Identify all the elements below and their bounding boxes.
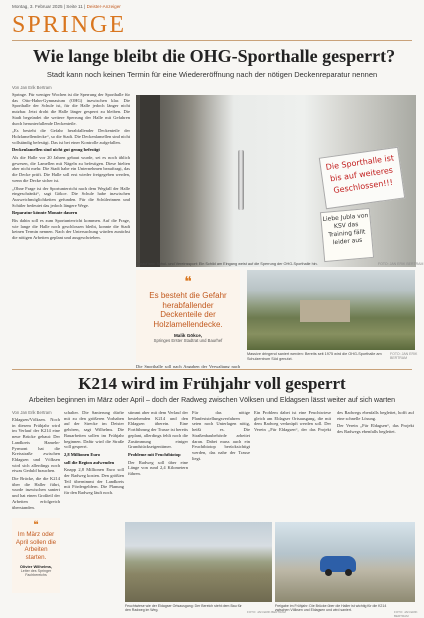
page-topline (12, 4, 121, 9)
article2-subhead: Probleme mit Feuchtbiotop (128, 451, 181, 457)
article2-paragraph: Der Radweg soll über eine Länge von rund 2,4 Kilometern führen. (128, 459, 188, 477)
page-date: Montag, 3. Februar 2025 | Seite 11 | (12, 4, 86, 9)
car-wheel (345, 569, 352, 576)
publication-name: Deister-Anzeiger (86, 4, 121, 9)
article1-subhead: Reparatur könnte Monate dauern (12, 210, 78, 216)
car-wheel (325, 569, 332, 576)
article2-paragraph: schalter. Die Sanierung dürfte mit zu den größeren Vorhaben auf der Strecke im Deister gehören, sagt Wilhelms. Die Bauarbeiten sollen im Frühjahr beginnen. Dafür wird die Straße voll gesperrt. (64, 410, 124, 450)
article2-byline: Von Jan Erik Bertram (12, 410, 52, 415)
quote-role: Leiter des Springer Fachbereichs (20, 569, 52, 577)
article2-headline: K214 wird im Frühjahr voll gesperrt (78, 374, 346, 393)
article2-column-1 (12, 417, 60, 515)
article2-column-1-cont (12, 596, 60, 614)
article1-paragraph: „Ohne Frage ist der Sportunterricht nach dem Wegfall der Halle eingeschränkt“, sagt Gökce. Die Schule habe inzwischen Ausweichmöglichkeiten gefunden. Für die Schülerinnen und Schüler bedeutet das jedoch längere Wege. (12, 185, 130, 208)
article1-headline: Wie lange bleibt die OHG-Sporthalle gesperrt? (32, 46, 396, 66)
closure-sign: Die Sporthalle ist bis auf weiteres Geschlossen!!! (319, 147, 405, 210)
quote-name: Malik Gökce, (173, 333, 203, 338)
article1-paragraph: Bis dahin soll es zum Sportunterricht kommen. Auf die Frage, wie lange die Halle noch geschlossen bleibt, konnte die Stadt keinen Termin nennen. Nach der Untersuchung würden zunächst die nötigen Arbeiten geplant und ausgeschrieben. (12, 218, 130, 241)
article2-paragraph: stimmt aber mit dem Verlauf der bestehenden K214 und den Eldagsen überein. Eine Fortführung der Trasse ist bereits geplant, allerdings fehlt noch die Zustimmung einiger Grundstückseigentümer. (128, 410, 188, 450)
article2-subhead: 2,8 Millionen Euro (64, 451, 101, 457)
article2-paragraph: Ein Problem dabei ist eine Feuchtwiese gleich am Eldagser Ortsausgang, die mit dem Radweg verknüpft werden soll. Der Verein „Für Eldagsen“, der das Projekt des Radwegs ebenfalls begleitet, hofft auf eine schnelle Lösung. (254, 410, 414, 433)
photo2-caption: Massive dringend saniert werden: Bereits seit 1975 wird die OHG-Sporthalle am Schulzentrum Süd genutzt. (247, 352, 382, 361)
article1-subline: Stadt kann noch keinen Termin für eine Wiedereröffnung nach der nötigen Deckenreparatur nennen (46, 70, 378, 79)
photo1-caption: Darauf kein Schul- und Vereinssport: Ein Schild am Eingang weist auf die Sperrung der OHG-Sporthalle hin. (136, 262, 318, 266)
article2-subhead: soll die Region aufwenden (64, 459, 115, 465)
article1-paragraph: Als die Halle vor 20 Jahren gebaut wurde, sei es noch üblich gewesen, die Lamellen mit Nägeln zu befestigen. Diese hielten aber nicht mehr. Die Stadt habe ein Unternehmen beauftragt, das die Decke prüft. Die Halle soll erst wieder freigegeben werden, wenn die Decke sicher ist. (12, 155, 130, 183)
article2-column-3 (128, 410, 188, 518)
article2-paragraph: Die Brücke, die die K214 über die Haller führt, wurde inzwischen saniert und hat einen Großteil der Arbeiten erfolgreich überstanden. (12, 476, 60, 510)
door-frame (140, 95, 160, 267)
section-title: SPRINGE (12, 12, 127, 38)
article-divider (12, 369, 412, 370)
quote-text: Im März oder April sollen die Arbeiten starten. (15, 531, 57, 561)
article1-paragraph: Die Sporthalle soll nach Angaben der Verwaltung nach (136, 364, 240, 368)
photo3-caption: Feuchtwiese wie der Eldagser Ortsausgang: Der Bereich steht dem Bau für den Radweg im Weg. (125, 604, 242, 612)
article1-quote-box (136, 270, 240, 362)
photo2-credit: FOTO: JAN ERIK BERTRAM (390, 352, 418, 360)
quote-name: Olivier Wilhelms, (19, 564, 53, 569)
article1-subhead: Deckenlamellen sind nicht gut genug befestigt (12, 147, 100, 153)
article2-column-5 (254, 410, 414, 518)
article2-paragraph: Der Verein „Für Eldagsen“, das Projekt des Radwegs ebenfalls begleitet. (337, 423, 414, 435)
article1-column-3 (136, 364, 240, 368)
photo3-credit: FOTO: JAN ERIK BERTRAM (247, 610, 286, 614)
quote-text: Es besteht die Gefahr herabfallender Deckenteile der Holzlamellendecke. (149, 291, 227, 329)
article2-column-4 (192, 410, 250, 518)
article2-paragraph: Eldagsen/Völksen. Noch in diesem Frühjahr wird im Verlauf der K214 eine neue Brücke gebaut: Der Landkreis Hameln-Pyrmont hat die Kreisstraße zwischen Eldagsen und Völksen wird sich allerdings noch etwas Geduld brauchen. (12, 417, 60, 474)
article1-byline: Von Jan Erik Bertram (12, 85, 52, 90)
door-handle (238, 150, 244, 210)
article2-paragraph: Für das nötige Planfeststellungsverfahren seien noch Unterlagen nötig, heißt es. Die Straßenbaubehörde arbeitet daran. Dabei muss auch ein Feuchtbiotop berücksichtigt werden, das nahe der Trasse liegt. (192, 410, 250, 461)
article2-column-2 (64, 410, 124, 614)
photo4-credit: FOTO: JAN ERIK BERTRAM (394, 610, 418, 618)
quote-mark-icon: ❝ (33, 520, 39, 531)
article2-quote-box (12, 518, 60, 593)
article1-column-1 (12, 92, 130, 368)
sports-hall-building (300, 300, 350, 322)
handwritten-note: Liebe Jubla von KSV das Training fällt leider aus (320, 208, 374, 262)
article2-subline: Arbeiten beginnen im März oder April – doch der Radweg zwischen Völksen und Eldagsen lässt weiter auf sich warten (28, 397, 396, 404)
wetland-photo (125, 522, 272, 602)
article1-paragraph: Springe. Für weniger Wochen ist die Sperrung der Sporthalle für das Otto-Hahn-Gymnasium (OHG) inzwischen klar. Die Sporthalle der Schule ist, für die Halle jedoch länger nicht nutzbar. Jetzt droht die Halle länger gesperrt zu bleiben. Die Stadt begründet die weitere Sperrung der Halle mit Gefahren durch herunterfallende Deckenteile. (12, 92, 130, 126)
quote-role: Springes Erster Stadtrat und Baurhef (153, 338, 223, 343)
article1-paragraph: „Es besteht die Gefahr herabfallender Deckenteile der Holzlamellendecke“, so die Stadt. Die Deckenlamellen sind nicht vollständig befestigt. Das ist bei einer Kontrolle aufgefallen. (12, 128, 130, 145)
photo1-credit: FOTO: JAN ERIK BERTRAM (378, 262, 424, 266)
section-rule (12, 40, 412, 41)
quote-mark-icon: ❝ (184, 275, 192, 290)
article2-paragraph: Knapp 2,8 Millionen Euro soll der Radweg kosten. Den größten Teil übernimmt der Landkreis mit Fördergeldern. Die Planung für den Radweg läuft noch. (64, 467, 124, 496)
photo4-caption: Freigabe im Frühjahr: Die Brücke über die Haller ist wichtig für die K214 zwischen Völksen und Eldagsen und wird saniert. (275, 604, 387, 612)
